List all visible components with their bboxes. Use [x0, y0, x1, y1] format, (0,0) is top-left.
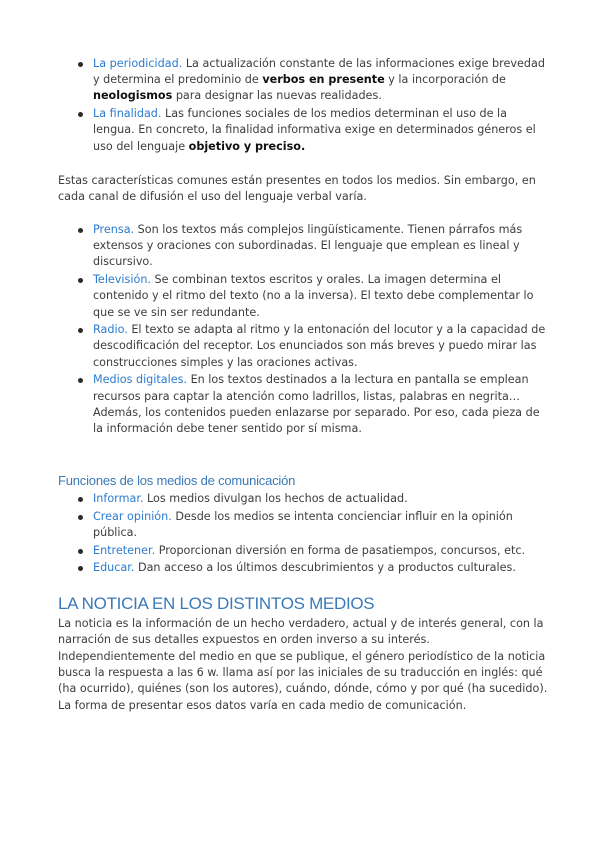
list-item: Medios digitales. En los textos destinados a la lectura en pantalla se emplean recursos para captar la atención como ladrillos, listas, palabras en negrita… Además, los contenidos pueden enlazarse por separado. Por eso, cada pieza de la información debe tener sentido por sí misma. [58, 372, 548, 437]
functions-heading: Funciones de los medios de comunicación [58, 473, 296, 488]
list-item-term: Medios digitales. [93, 373, 188, 387]
bold-phrase: objetivo y preciso. [188, 139, 306, 153]
list-item: Informar. Los medios divulgan los hechos de actualidad. [58, 491, 548, 507]
list-item: Prensa. Son los textos más complejos lingüísticamente. Tienen párrafos más extensos y oraciones con subordinadas. El lenguaje que emplean es lineal y discursivo. [58, 222, 548, 271]
list-item: La periodicidad. La actualización constante de las informaciones exige brevedad y determina el predominio de verbos en presente y la incorporación de neologismos para designar las nuevas realidades. [58, 56, 548, 105]
features-list [58, 56, 548, 156]
list-item: Crear opinión. Desde los medios se intenta concienciar influir en la opinión pública. [58, 509, 548, 541]
list-item-term: Educar. [93, 561, 135, 575]
list-item: Televisión. Se combinan textos escritos y orales. La imagen determina el contenido y el ritmo del texto (no a la inversa). El texto debe complementar lo que se ve sin ser redundante. [58, 272, 548, 321]
list-item: Educar. Dan acceso a los últimos descubrimientos y a productos culturales. [58, 560, 548, 576]
section-heading: LA NOTICIA EN LOS DISTINTOS MEDIOS [58, 594, 375, 613]
list-item-term: Entretener. [93, 543, 156, 557]
news-paragraph: Independientemente del medio en que se publique, el género periodístico de la noticia busca la respuesta a las 6 w. llama así por las iniciales de su traducción en inglés: qué (ha ocurrido), quiénes (son los autores), cuándo, dónde, cómo y por qué (ha sucedido). La forma de presentar esos datos varía en cada medio de comunicación. [58, 650, 548, 712]
intro-paragraph: Estas características comunes están presentes en todos los medios. Sin embargo, en cada canal de difusión el uso del lenguaje verbal varía. [58, 174, 536, 204]
list-item-term: Crear opinión. [93, 509, 172, 523]
list-item-term: Prensa. [93, 223, 135, 236]
list-item-term: Radio. [93, 323, 128, 337]
list-item: Entretener. Proporcionan diversión en forma de pasatiempos, concursos, etc. [58, 543, 548, 559]
list-item-term: La periodicidad. [93, 57, 183, 70]
list-item-term: Televisión. [93, 273, 151, 287]
list-item: La finalidad. Las funciones sociales de los medios determinan el uso de la lengua. En concreto, la finalidad informativa exige en determinados géneros el uso del lenguaje objetivo y preciso. [58, 106, 548, 155]
functions-list [58, 491, 548, 578]
bold-phrase: neologismos [93, 89, 173, 103]
channels-list [58, 222, 548, 439]
list-item-term: Informar. [93, 492, 144, 505]
news-paragraph: La noticia es la información de un hecho verdadero, actual y de interés general, con la narración de sus detalles expuestos en orden inverso a su interés. [58, 617, 544, 647]
list-item-term: La finalidad. [93, 107, 162, 121]
bold-phrase: verbos en presente [262, 73, 385, 87]
list-item: Radio. El texto se adapta al ritmo y la entonación del locutor y a la capacidad de descodificación del receptor. Los enunciados son más breves y puedo mirar las construcciones simples y las oraciones activas. [58, 322, 548, 371]
